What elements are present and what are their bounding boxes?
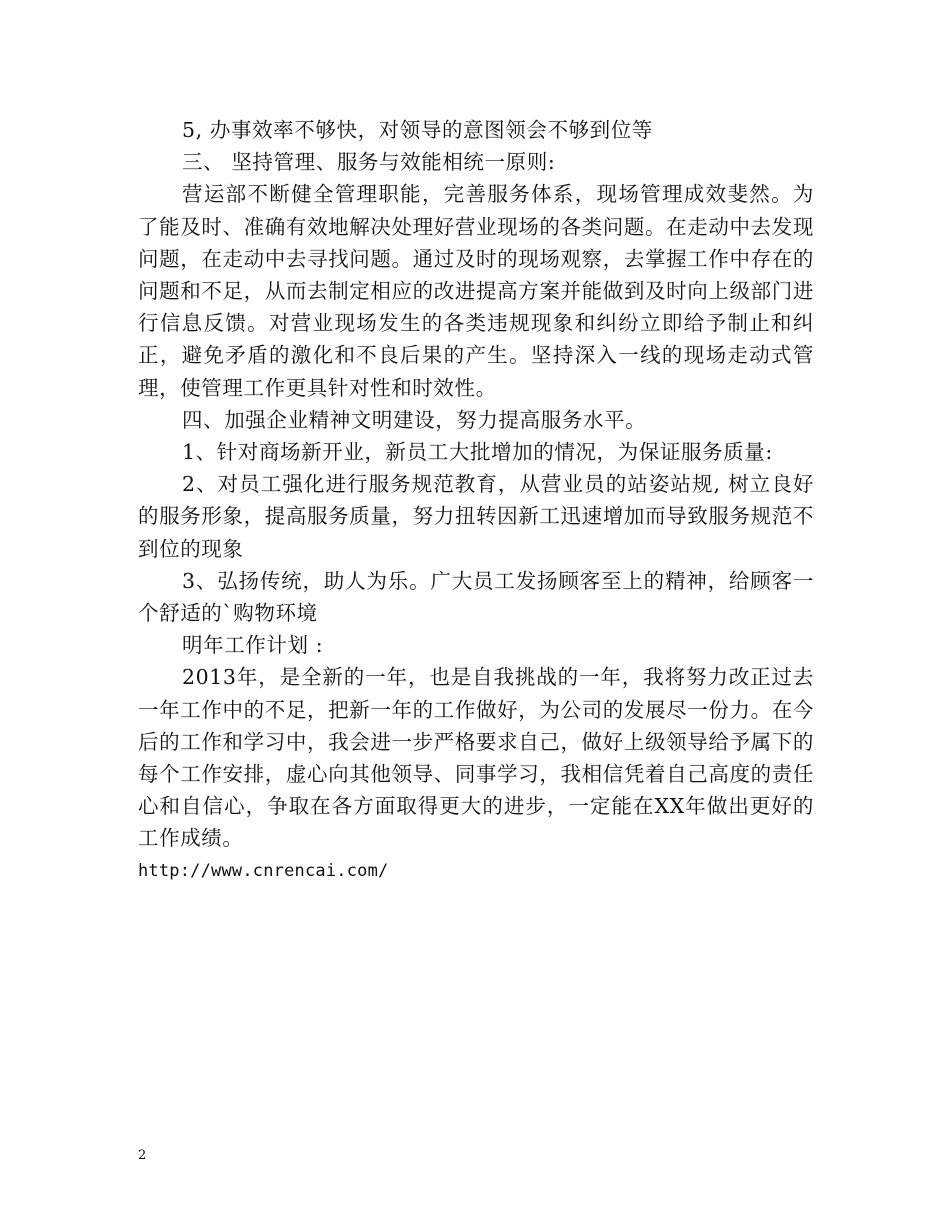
section-heading-three: 三、 坚持管理、服务与效能相统一原则: [182, 150, 556, 175]
paragraph-operations: 营运部不断健全管理职能，完善服务体系，现场管理成效斐然。为了能及时、准确有效地解决处理好营业现场的各类问题。在走动中去发现问题，在走动中去寻找问题。通过及时的现场观察，去掌握工作中存在的问题和不足，从而去制定相应的改进提高方案并能做到及时向上级部门进行信息反馈。对营业现场发生的各类违规现象和纠纷立即给予制止和纠正，避免矛盾的激化和不良后果的产生。坚持深入一线的现场走动式管理，使管理工作更具针对性和时效性。 [138, 182, 814, 400]
list-item-3: 3、弘扬传统，助人为乐。广大员工发扬顾客至上的精神，给顾客一个舒适的`购物环境 [138, 568, 814, 626]
section-heading-four: 四、加强企业精神文明建设，努力提高服务水平。 [182, 407, 647, 432]
document-body [138, 114, 814, 887]
paragraph-plan: 2013年，是全新的一年，也是自我挑战的一年，我将努力改正过去一年工作中的不足，把新一年的工作做好，为公司的发展尽一份力。在今后的工作和学习中，我会进一步严格要求自己，做好上级领导给予属下的每个工作安排，虚心向其他领导、同事学习，我相信凭着自己高度的责任心和自信心，争取在各方面取得更大的进步，一定能在XX年做出更好的工作成绩。 [138, 665, 814, 851]
list-item-2: 2、对员工强化进行服务规范教育，从营业员的站姿站规, 树立良好的服务形象，提高服务质量，努力扭转因新工迅速增加而导致服务规范不到位的现象 [138, 472, 814, 561]
page-number: 2 [138, 1148, 147, 1163]
source-url: http://www.cnrencai.com/ [138, 860, 389, 881]
list-item-1: 1、针对商场新开业，新员工大批增加的情况，为保证服务质量: [182, 440, 773, 465]
paragraph-efficiency: 5, 办事效率不够快，对领导的意图领会不够到位等 [182, 118, 653, 142]
plan-heading: 明年工作计划 : [182, 633, 324, 658]
